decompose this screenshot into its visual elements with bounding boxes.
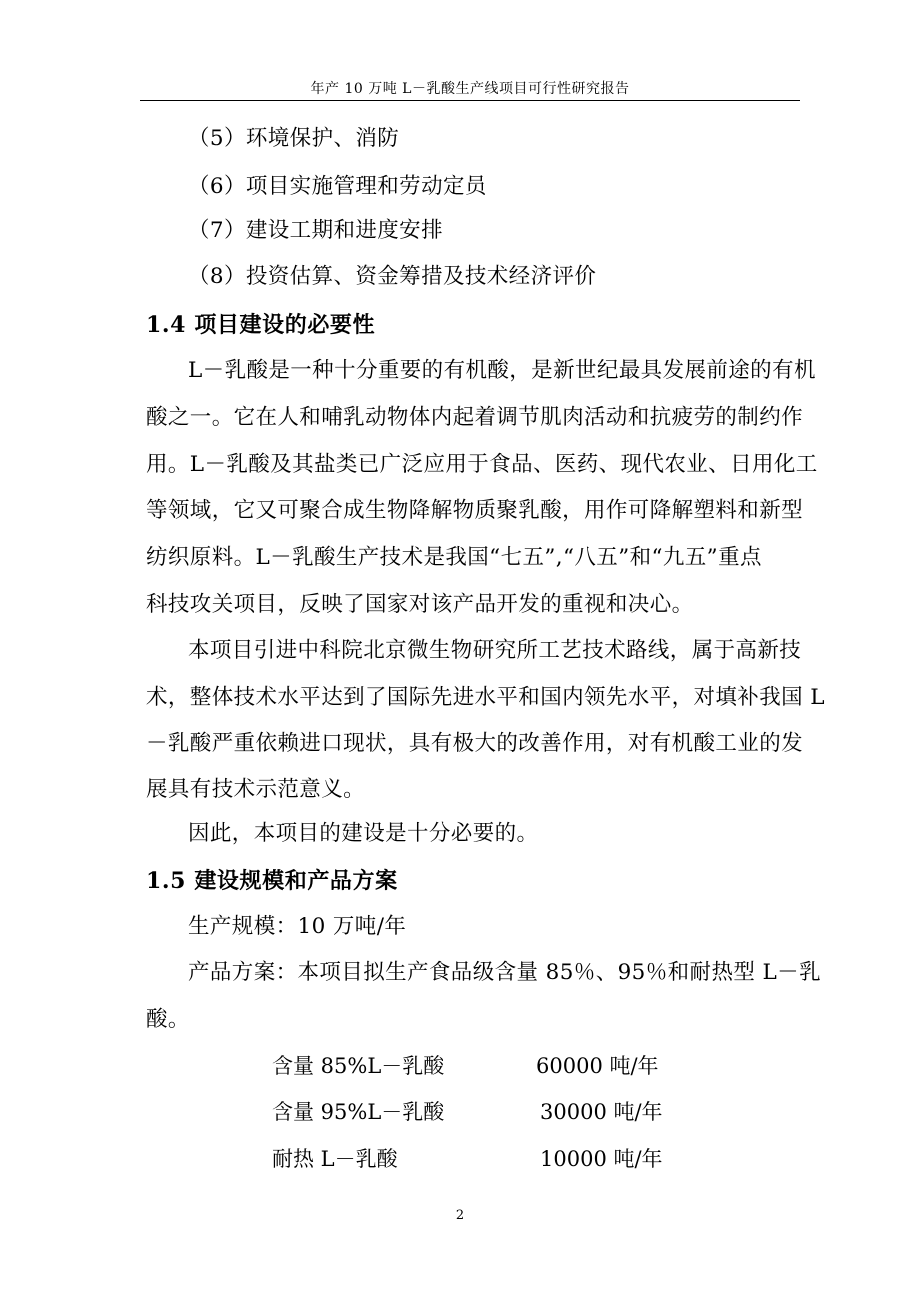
paragraph-line: L－乳酸是一种十分重要的有机酸，是新世纪最具发展前途的有机 bbox=[188, 358, 816, 383]
paragraph-line: 产品方案：本项目拟生产食品级含量 85％、95％和耐热型 L－乳 bbox=[188, 960, 821, 985]
section-heading-1-4: 1.4 项目建设的必要性 bbox=[146, 312, 376, 338]
product-name: 含量 85%L－乳酸 bbox=[272, 1054, 445, 1078]
paragraph-line: 本项目引进中科院北京微生物研究所工艺技术路线，属于高新技 bbox=[188, 638, 802, 663]
paragraph-line: 酸之一。它在人和哺乳动物体内起着调节肌肉活动和抗疲劳的制约作 bbox=[146, 405, 804, 430]
paragraph-line: 纺织原料。L－乳酸生产技术是我国“七五”,“八五”和“九五”重点 bbox=[146, 545, 762, 570]
product-quantity: 60000 吨/年 bbox=[536, 1054, 659, 1078]
paragraph-line: 科技攻关项目，反映了国家对该产品开发的重视和决心。 bbox=[146, 592, 694, 617]
list-item: （5）环境保护、消防 bbox=[188, 126, 400, 151]
product-quantity: 10000 吨/年 bbox=[540, 1147, 663, 1171]
paragraph-line: 展具有技术示范意义。 bbox=[146, 777, 366, 802]
paragraph-line: 术，整体技术水平达到了国际先进水平和国内领先水平，对填补我国 L bbox=[146, 685, 825, 710]
production-scale: 生产规模：10 万吨/年 bbox=[188, 914, 407, 939]
list-item: （6）项目实施管理和劳动定员 bbox=[188, 174, 487, 199]
product-quantity: 30000 吨/年 bbox=[540, 1100, 663, 1124]
paragraph-line: 用。L－乳酸及其盐类已广泛应用于食品、医药、现代农业、日用化工 bbox=[146, 452, 818, 477]
page-header-title: 年产 10 万吨 L－乳酸生产线项目可行性研究报告 bbox=[310, 81, 630, 97]
product-name: 含量 95%L－乳酸 bbox=[272, 1100, 445, 1124]
list-item: （7）建设工期和进度安排 bbox=[188, 218, 443, 243]
paragraph-line: －乳酸严重依赖进口现状，具有极大的改善作用，对有机酸工业的发 bbox=[146, 731, 804, 756]
page-number: 2 bbox=[455, 1208, 465, 1223]
section-heading-1-5: 1.5 建设规模和产品方案 bbox=[146, 868, 398, 894]
paragraph-line: 酸。 bbox=[146, 1007, 190, 1032]
paragraph-line: 因此，本项目的建设是十分必要的。 bbox=[188, 821, 539, 846]
list-item: （8）投资估算、资金筹措及技术经济评价 bbox=[188, 264, 597, 289]
paragraph-line: 等领域，它又可聚合成生物降解物质聚乳酸，用作可降解塑料和新型 bbox=[146, 498, 804, 523]
header-divider bbox=[140, 100, 800, 101]
product-name: 耐热 L－乳酸 bbox=[272, 1147, 398, 1171]
